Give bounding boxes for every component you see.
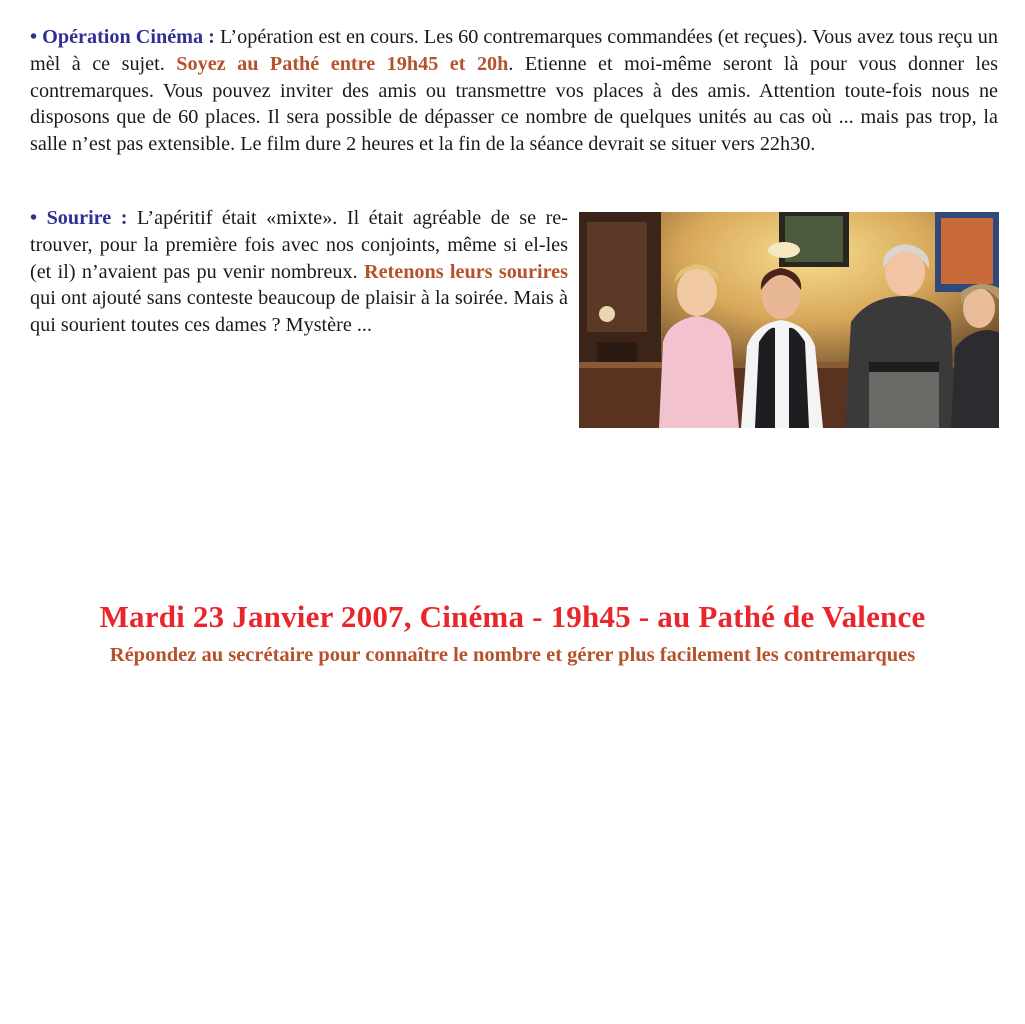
cinema-paragraph (30, 24, 998, 158)
sourire-text-2: qui ont ajouté sans conteste beaucoup de plaisir à la soirée. Mais à qui sourient toutes ces dames ? Mystère ... (30, 287, 568, 337)
cinema-title: Opération Cinéma : (42, 26, 215, 48)
group-photo (579, 212, 999, 428)
sourire-bullet: • (30, 207, 47, 229)
event-subtitle: Répondez au secrétaire pour connaître le nombre et gérer plus facilement les contremarques (109, 644, 916, 666)
sourire-paragraph (30, 205, 568, 339)
event-title: Mardi 23 Janvier 2007, Cinéma - 19h45 - au Pathé de Valence (99, 599, 926, 634)
sourire-text-1: L’apéritif était «mixte». Il était agréable de se re-trouver, pour la première fois avec nos conjoints, même si el-les (et il) n’avaient pas pu venir nombreux. (30, 207, 568, 283)
cinema-text-1: L’opération est en cours. Les 60 contremarques commandées (et reçues). Vous avez tous reçu un mèl à ce sujet. (30, 26, 998, 75)
cinema-bullet: • (30, 26, 43, 48)
cinema-text-2: . Etienne et moi-même seront là pour vous donner les contremarques. Vous pouvez inviter des amis ou transmettre vos places à des amis. Attention toute-fois nous ne disposons que de 60 places. Il sera possible de dépasser ce nombre de quelques unités au cas où ... mais pas trop, la salle n’est pas extensible. Le film dure 2 heures et la fin de la séance devrait se situer vers 22h30. (30, 52, 998, 156)
group-photo-illustration (579, 212, 999, 428)
sourire-highlight: Retenons leurs sourires (363, 260, 568, 283)
sourire-title: Sourire : (46, 207, 128, 229)
cinema-highlight: Soyez au Pathé entre 19h45 et 20h (176, 52, 509, 75)
